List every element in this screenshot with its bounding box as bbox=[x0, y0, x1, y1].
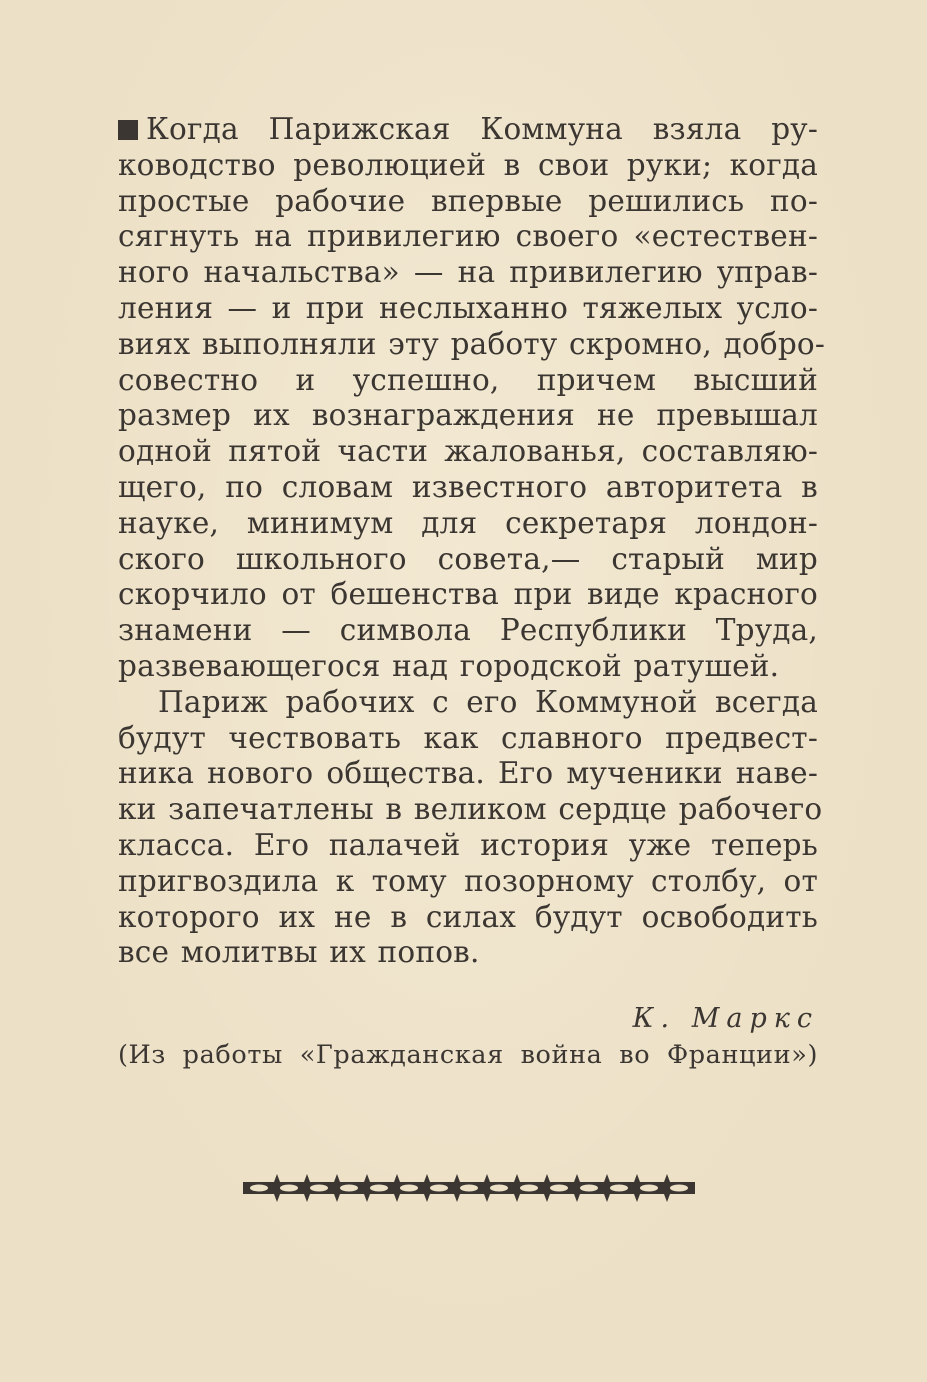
text-line: науке, минимум для секретаря лондон- bbox=[118, 505, 818, 540]
text-line: Париж рабочих с его Коммуной всегда bbox=[158, 684, 818, 719]
square-bullet-icon bbox=[118, 120, 138, 140]
text-line: ки запечатлены в великом сердце рабочего bbox=[118, 792, 823, 827]
text-line: ководство революцией в свои руки; когда bbox=[118, 147, 818, 182]
text-line: скорчило от бешенства при виде красного bbox=[118, 577, 818, 612]
paragraph-2 bbox=[118, 684, 823, 971]
source-citation: (Из работы «Гражданская война во Франции») bbox=[118, 1040, 818, 1070]
text-line: виях выполняли эту работу скромно, добро- bbox=[118, 326, 826, 361]
text-line: простые рабочие впервые решились по- bbox=[118, 183, 818, 218]
text-line: класса. Его палачей история уже теперь bbox=[118, 827, 818, 862]
text-line: ного начальства» — на привилегию управ- bbox=[118, 255, 818, 290]
ornament-divider-icon bbox=[243, 1170, 695, 1206]
text-line: щего, по словам известного авторитета в bbox=[118, 469, 818, 504]
text-line: одной пятой части жалованья, составляю- bbox=[118, 434, 818, 469]
text-line: будут чествовать как славного предвест- bbox=[118, 720, 818, 755]
text-line: размер их вознаграждения не превышал bbox=[118, 398, 818, 433]
main-text bbox=[118, 112, 826, 971]
text-line: ского школьного совета,— старый мир bbox=[118, 541, 818, 576]
author-signature: К. Маркс bbox=[632, 1003, 819, 1034]
text-line: все молитвы их попов. bbox=[118, 935, 480, 970]
text-line: сягнуть на привилегию своего «естествен- bbox=[118, 219, 818, 254]
text-line: совестно и успешно, причем высший bbox=[118, 362, 818, 397]
text-line: знамени — символа Республики Труда, bbox=[118, 613, 818, 648]
text-line: Когда Парижская Коммуна взяла ру- bbox=[118, 112, 818, 148]
text-line: пригвоздила к тому позорному столбу, от bbox=[118, 863, 818, 898]
text-line: ника нового общества. Его мученики наве- bbox=[118, 756, 818, 791]
paragraph-1 bbox=[118, 112, 826, 685]
text-line: ления — и при неслыханно тяжелых усло- bbox=[118, 290, 818, 325]
text-line: развевающегося над городской ратушей. bbox=[118, 648, 780, 683]
text-line: которого их не в силах будут освободить bbox=[118, 899, 818, 934]
